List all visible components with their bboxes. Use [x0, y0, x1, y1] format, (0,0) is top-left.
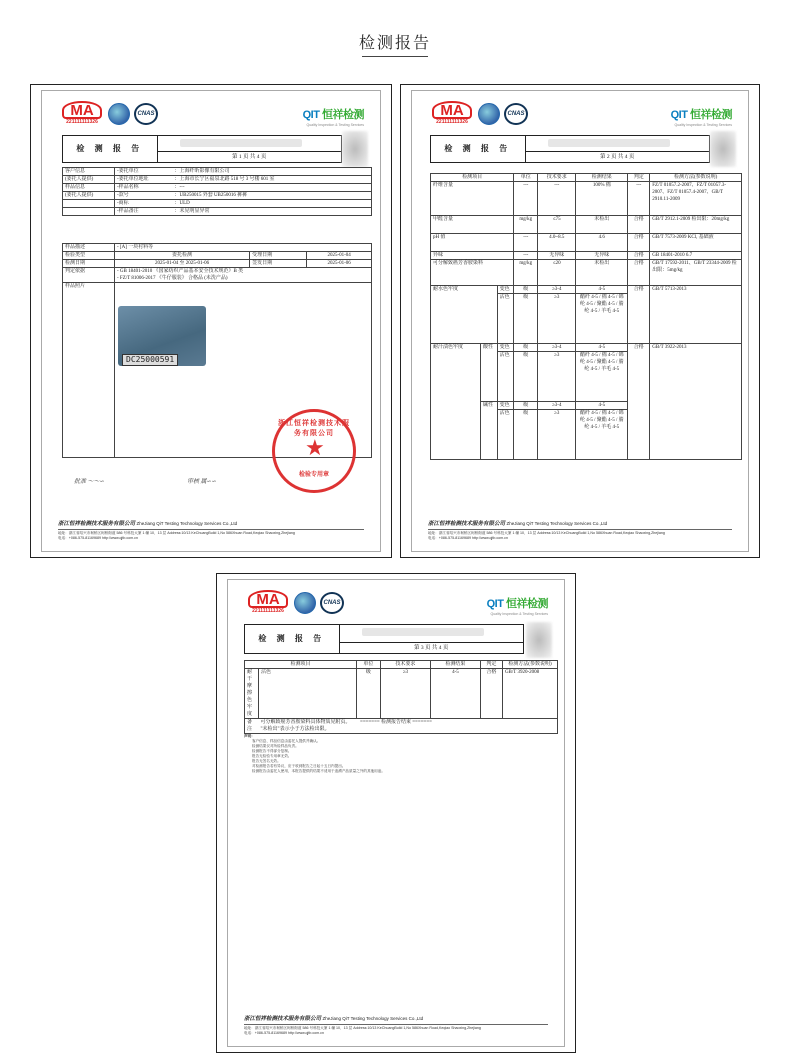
results-table: 检测项目 单位 技术要求 检测结果 判定 检测方法(参数说明) 纤维含量 --- --- 100% 棉 --- FZ/T 01057.2-2007、FZ/T 01057.3-2007、FZ/T 01057.4-2007、GB/T 2910.11-2009 甲醛含量 mg/kg ≤75 未检出 合格 GB/T 2912.1-2009 检出限：20mg/kg pH 值 --- 4.0~8.5 4.6 合格 GB/T 7573-2009 KCl, 基础液 异味 --- 无异味 无异味 合格 GB 18401-2010 6.7 可分解致癌芳香胺染料 mg/kg ≤20 未检出 合格 GB/T 17592-2011、GB/T 23344-2009 检出限：5mg/kg 耐水色牢度 变色 级 ≥3-4 4-5 合格 GB/T 5713-2013 沾色 级 ≥3 醋纤 4-5 / 棉 4-5 / 锦纶 4-5 / 聚酯 4-5 / 腈纶 4-5 / 羊毛 4-5 耐汗渍色牢度 酸性 变色 级 ≥3-4 4-5 合格 GB/T 3922-2013 沾色 级 ≥3 醋纤 4-5 / 棉 4-5 / 锦纶 4-5 / 聚酯 4-5 / 腈纶 4-5 / 羊毛 4-5 碱性 变色 级 ≥3-4 4-5 沾色 级 ≥3 醋纤 4-5 / 棉 4-5 / 锦纶 4-5 / 聚酯 4-5 / 腈纶 4-5 / 羊毛 4-5	[430, 173, 742, 460]
logo-row	[54, 99, 368, 131]
page-sheet	[411, 90, 749, 552]
cma-logo: MA 221111111326	[62, 101, 102, 127]
qit-logo: QIT 恒祥检测 Quality Inspection & Testing Services	[302, 109, 364, 127]
report-page-3[interactable]	[216, 573, 576, 1053]
qit-logo: QIT 恒祥检测 Quality Inspection & Testing Services	[486, 598, 548, 616]
cnas-logo: CNAS	[504, 103, 528, 125]
report-title: 检 测 报 告	[431, 136, 526, 162]
redacted-report-no	[180, 139, 302, 147]
statement-notes: 声明： 客户信息、样品信息由委托人提供并确认。 检测结果仅对所检样品负责。 检测报告不得部分复制。 报告无检验专用章无效。 报告无签名无效。 对检测报告若有异议，应于收到报告之日起十五日内提出。 检测报告由委托人使用，本报告提供的结果不适用于追溯产品质量之外的其他用途。	[244, 734, 385, 773]
cma-logo: MA 221111111326	[248, 590, 288, 616]
globe-icon	[478, 103, 500, 125]
globe-icon	[108, 103, 130, 125]
redacted-qr	[710, 131, 736, 167]
logo-row	[424, 99, 736, 131]
page-number: 第 2 页 共 4 页	[526, 151, 709, 162]
report-title: 检 测 报 告	[63, 136, 158, 162]
cnas-logo: CNAS	[320, 592, 344, 614]
company-footer: 浙江恒祥检测技术服务有限公司 ZheJiang QiT Testing Technology Services Co.,Ltd 地址：浙江省绍兴市柯桥区柯桥街道 586 号科技大厦 1 幢 10、13 层 Address:10/13 KeChuangBuild 1,No 586Xhuan Road,Keqiao Shaoxing,Zhejiang 电话：+086-575-81169689 http://www.qjtb.com.cn	[428, 519, 732, 541]
approver-signature: 批准 ～～∽	[74, 479, 105, 485]
redacted-report-no	[362, 628, 484, 636]
client-info-table: 客户信息 -委托单位 ：上海纤昕影像有限公司 (委托人提供) -委托单位地址 ：上海市长宁区福泉北路 518 号 3 号楼 601 室 样品信息 -样品名称 ：--- (委托人提供) -款号 ：UB250015 外套 UB250016 裤裤 -商标 ：ULD -样品备注 ：未见明显异常	[62, 167, 372, 216]
reviewer-signature: 审核 属∽∽	[187, 479, 217, 485]
company-footer: 浙江恒祥检测技术服务有限公司 ZheJiang QiT Testing Technology Services Co.,Ltd 地址：浙江省绍兴市柯桥区柯桥街道 586 号科技大厦 1 幢 10、13 层 Address:10/13 KeChuangBuild 1,No 586Xhuan Road,Keqiao Shaoxing,Zhejiang 电话：+086-575-81169689 http://www.qjtb.com.cn	[58, 519, 364, 541]
qit-logo: QIT 恒祥检测 Quality Inspection & Testing Services	[670, 109, 732, 127]
report-title: 检 测 报 告	[245, 625, 340, 653]
redacted-qr	[342, 131, 368, 167]
inspection-stamp: 浙江恒祥检测技术服务有限公司 ★ 检验专用章	[272, 409, 356, 493]
page-sheet	[41, 90, 381, 552]
page-title: 检测报告	[358, 35, 431, 52]
company-footer: 浙江恒祥检测技术服务有限公司 ZheJiang QiT Testing Technology Services Co.,Ltd 地址：浙江省绍兴市柯桥区柯桥街道 586 号科技大厦 1 幢 10、13 层 Address:10/13 KeChuangBuild 1,No 586Xhuan Road,Keqiao Shaoxing,Zhejiang 电话：+086-575-81169689 http://www.qjtb.com.cn	[244, 1014, 548, 1036]
results-table: 检测项目 单位 技术要求 检测结果 判定 检测方法(参数说明) 耐干摩擦色牢度 沾色 级 ≥3 4-5 合格 GB/T 3920-2008 备注 可分解致癌芳香胺染料具体物质见附页。 "未检出"表示小于方法检出限。	[244, 660, 558, 734]
report-header	[244, 624, 524, 654]
logo-row	[240, 588, 552, 620]
report-header	[62, 135, 342, 163]
redacted-qr	[526, 622, 552, 658]
sample-info-table: 样品描述 - [A] 一块衬料等 检验类型 委托检测 受理日期 2025-01-04 检测日期 2025-01-04 至 2025-01-06 签发日期 2025-01-06 判定依据 - GB 18401-2010 《国家纺织产品基本安全技术规范》B 类 - FZ/T 81006-2017 《牛仔服装》 合格品 (未洗产品) 样品照片	[62, 243, 372, 458]
cma-logo: MA 221111111326	[432, 101, 472, 127]
report-page-2[interactable]	[400, 84, 760, 558]
page-sheet	[227, 579, 565, 1047]
redacted-report-no	[548, 139, 670, 147]
cnas-logo: CNAS	[134, 103, 158, 125]
title-underline	[362, 56, 428, 57]
page-number: 第 3 页 共 4 页	[340, 642, 523, 653]
report-page-1[interactable]	[30, 84, 392, 558]
sample-tag: DC25000591	[122, 354, 178, 366]
report-end-marker: ======= 检测报告结束 =======	[360, 720, 432, 725]
report-header	[430, 135, 710, 163]
globe-icon	[294, 592, 316, 614]
page-number: 第 1 页 共 4 页	[158, 151, 341, 162]
